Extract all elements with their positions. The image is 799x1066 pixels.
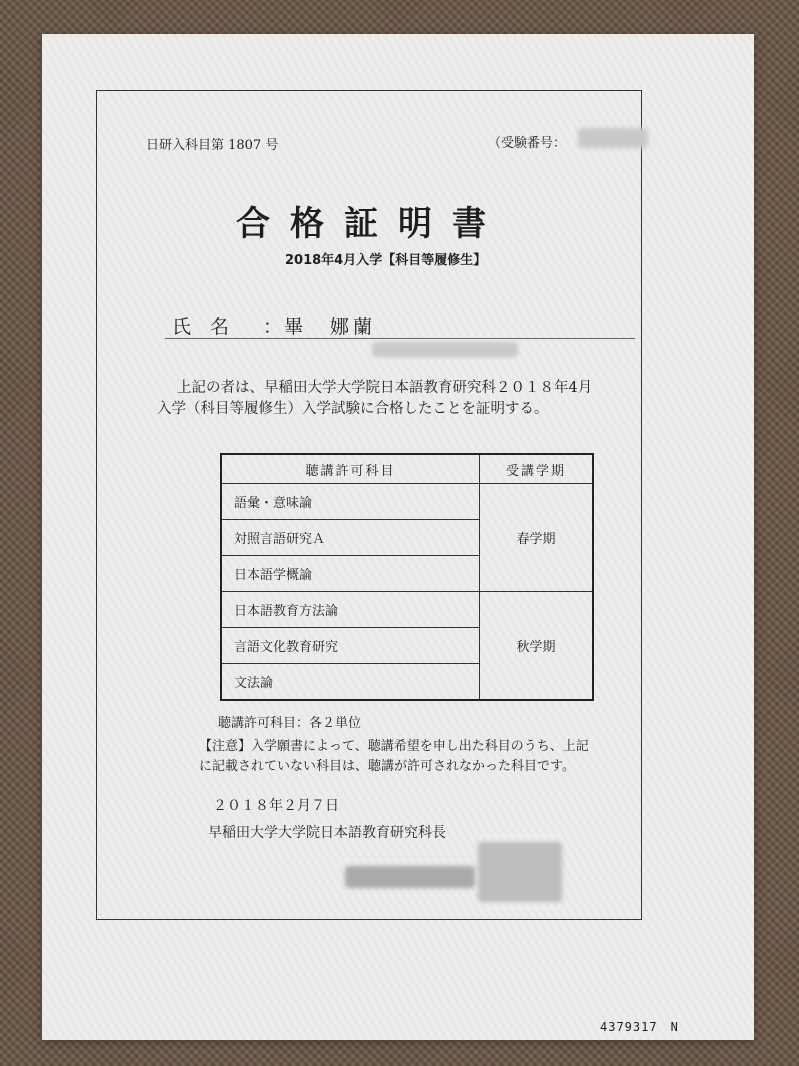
spring-term-cell: 春学期 (480, 484, 594, 592)
caution-line-1: 【注意】入学願書によって、聴講希望を申し出た科目のうち、上記 (199, 739, 589, 754)
fall-term-cell: 秋学期 (480, 592, 594, 701)
subject-cell: 日本語学概論 (221, 556, 480, 592)
caution-line-2: に記載されていない科目は、聴講が許可されなかった科目です。 (199, 759, 575, 774)
seal-redaction (478, 842, 562, 902)
header-term: 受講学期 (480, 454, 594, 484)
table-header-row (221, 454, 593, 484)
issue-date: ２０１８年２月７日 (213, 798, 339, 814)
subject-cell: 言語文化教育研究 (221, 628, 480, 664)
subject-cell: 語彙・意味論 (221, 484, 480, 520)
subject-cell: 対照言語研究Ａ (221, 520, 480, 556)
name-colon: ： (263, 316, 283, 338)
name-redaction (372, 342, 518, 357)
subjects-table (220, 453, 594, 701)
name-underline (165, 338, 635, 339)
exam-number-redaction (578, 128, 648, 148)
name-label: 氏 名 (172, 316, 230, 338)
signature-redaction (345, 866, 475, 888)
issuer: 早稲田大学大学院日本語教育研究科長 (208, 825, 446, 841)
table-row (221, 484, 593, 520)
reference-number: 日研入科目第 1807 号 (146, 138, 279, 153)
name-value: 畢 娜蘭 (284, 316, 377, 338)
certification-line-1: 上記の者は、早稲田大学大学院日本語教育研究科２０１８年4月 (177, 380, 593, 396)
certification-line-2: 入学（科目等履修生）入学試験に合格したことを証明する。 (157, 401, 549, 417)
subject-cell: 文法論 (221, 664, 480, 701)
serial-number: 4379317 N (600, 1020, 679, 1034)
exam-number-label: （受験番号： (488, 136, 567, 151)
header-subject: 聴講許可科目 (221, 454, 480, 484)
document-title: 合格証明書 (236, 204, 506, 244)
subject-cell: 日本語教育方法論 (221, 592, 480, 628)
document-subtitle: 2018年4月入学【科目等履修生】 (285, 253, 487, 268)
table-row (221, 592, 593, 628)
credits-note: 聴講許可科目：各２単位 (218, 716, 362, 731)
